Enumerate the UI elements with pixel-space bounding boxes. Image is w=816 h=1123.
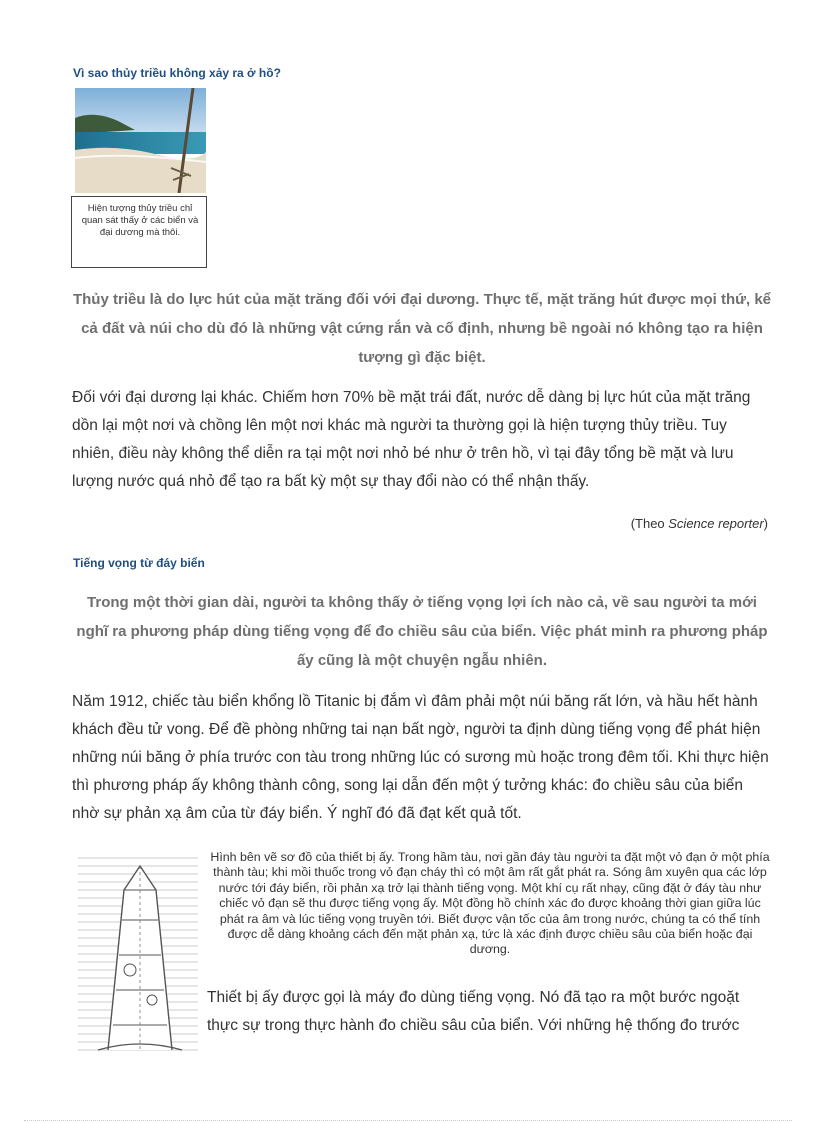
sonar-diagram: [78, 850, 198, 1057]
photo-caption: Hiện tượng thủy triều chỉ quan sát thấy ở các biển và đại dương mà thôi.: [71, 196, 207, 268]
credit-source: Science reporter: [668, 516, 764, 531]
credit-suffix: ): [763, 516, 768, 531]
section-title-echo: Tiếng vọng từ đáy biển: [73, 556, 205, 570]
body-paragraph-tides: Đối với đại dương lại khác. Chiếm hơn 70% bề mặt trái đất, nước dễ dàng bị lực hút của mặt trăng dồn lại một nơi và chồng lên một nơi khác mà người ta thường gọi là hiện tượng thủy triều. Tuy nhiên, điều này không thể diễn ra tại một nơi nhỏ bé như ở trên hồ, vì tại đây tổng bề mặt và lưu lượng nước quá nhỏ để tạo ra bất kỳ một sự thay đổi nào có thể nhận thấy.: [72, 389, 751, 490]
beach-photo: [75, 88, 206, 193]
lead-paragraph-tides: Thủy triều là do lực hút của mặt trăng đối với đại dương. Thực tế, mặt trăng hút được mọi thứ, kể cả đất và núi cho dù đó là những vật cứng rắn và cố định, nhưng bề ngoài nó không tạo ra hiện tượng gì đặc biệt.: [72, 291, 772, 366]
source-credit: [631, 516, 768, 531]
beach-image: [75, 88, 206, 193]
continuation-paragraph: Thiết bị ấy được gọi là máy đo dùng tiếng vọng. Nó đã tạo ra một bước ngoặt thực sự trong thực hành đo chiều sâu của biển. Với những hệ thống đo trước: [207, 989, 740, 1034]
credit-prefix: (Theo: [630, 516, 669, 531]
figure-caption: Hình bên vẽ sơ đồ của thiết bị ấy. Trong hầm tàu, nơi gần đáy tàu người ta đặt một vỏ đạn ở một phía thành tàu; khi mồi thuốc trong vỏ đạn cháy thì có một âm rất gắt phát ra. Sóng âm xuyên qua các lớp nước tới đáy biển, rồi phản xạ trở lại thành tiếng vọng. Một khí cụ rất nhạy, cũng đặt ở đáy tàu như chiếc vỏ đạn sẽ thu được tiếng vọng ấy. Một đồng hồ chính xác đo được khoảng thời gian giữa lúc phát ra âm và lúc tiếng vọng truyền tới. Biết được vận tốc của âm trong nước, chúng ta có thể tính được dễ dàng khoảng cách đến mặt phản xạ, tức là xác định được chiều sâu của biển hoặc đại dương.: [210, 850, 770, 957]
lead-paragraph-echo: Trong một thời gian dài, người ta không thấy ở tiếng vọng lợi ích nào cả, về sau người ta mới nghĩ ra phương pháp dùng tiếng vọng để đo chiều sâu của biển. Việc phát minh ra phương pháp ấy cũng là một chuyện ngẫu nhiên.: [76, 594, 768, 669]
ship-sonar-sketch: [78, 850, 198, 1057]
page-divider: [24, 1120, 792, 1121]
section-title-tides: Vì sao thủy triều không xảy ra ở hồ?: [73, 66, 281, 80]
body-paragraph-echo: Năm 1912, chiếc tàu biển khổng lồ Titanic bị đắm vì đâm phải một núi băng rất lớn, và hầu hết hành khách đều tử vong. Để đề phòng những tai nạn bất ngờ, người ta định dùng tiếng vọng để phát hiện những núi băng ở phía trước con tàu trong những lúc có sương mù hoặc trong đêm tối. Khi thực hiện thì phương pháp ấy không thành công, song lại dẫn đến một ý tưởng khác: đo chiều sâu của biển nhờ sự phản xạ âm của từ đáy biển. Ý nghĩ đó đã đạt kết quả tốt.: [72, 693, 769, 822]
